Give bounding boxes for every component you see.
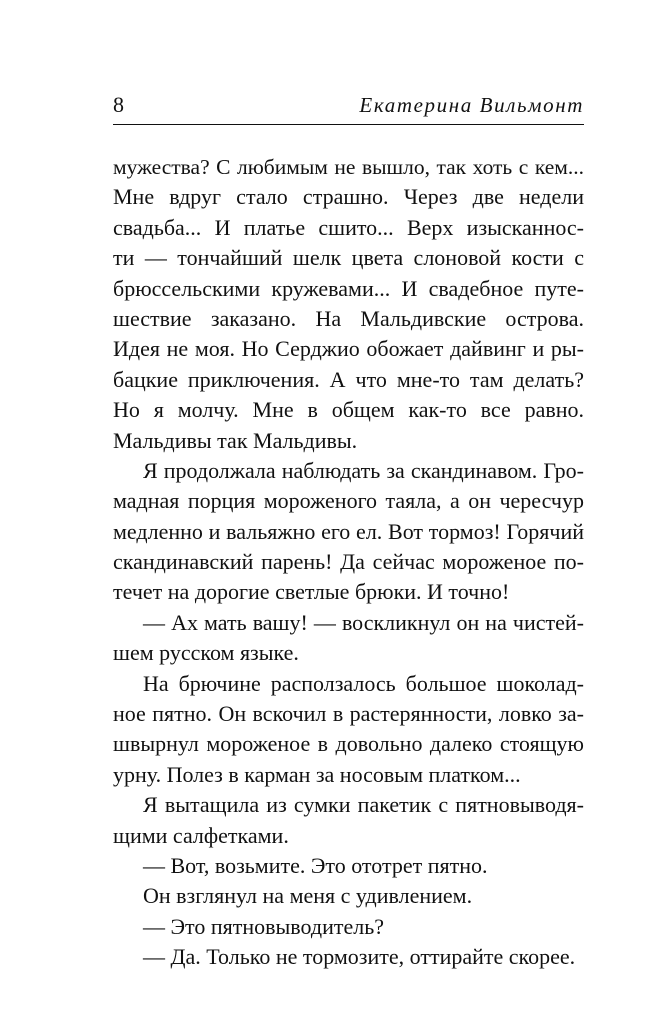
text-line: Мальдивы так Мальдивы. — [113, 427, 358, 453]
running-title: Екатерина Вильмонт — [359, 93, 584, 117]
text-line: урну. Полез в карман за носовым платком... — [113, 761, 521, 787]
text-line: брюссельскими кружевами... И свадебное путе- — [113, 275, 584, 301]
text-line: швырнул мороженое в довольно далеко стоящую — [113, 731, 584, 757]
body-text — [113, 152, 584, 973]
text-line: ти — тончайший шелк цвета слоновой кости с — [113, 245, 584, 271]
header-rule — [113, 124, 584, 125]
text-line: ное пятно. Он вскочил в растерянности, ловко за- — [113, 701, 584, 727]
text-line: — Да. Только не тормозите, оттирайте скорее. — [143, 944, 576, 970]
text-line: — Ах мать вашу! — воскликнул он на чистей- — [143, 609, 584, 635]
text-line: Мне вдруг стало страшно. Через две недели — [113, 184, 584, 210]
running-head — [113, 90, 584, 120]
text-line: — Это пятновыводитель? — [143, 913, 385, 939]
text-line: свадьба... И платье сшито... Верх изысканнос- — [113, 214, 584, 240]
text-line: — Вот, возьмите. Это ототрет пятно. — [143, 852, 488, 878]
text-line: мадная порция мороженого таяла, а он чересчур — [113, 488, 584, 514]
text-line: Он взглянул на меня с удивлением. — [143, 883, 473, 909]
text-line: течет на дорогие светлые брюки. И точно! — [113, 579, 510, 605]
text-line: Я продолжала наблюдать за скандинавом. Гро- — [143, 457, 584, 483]
text-line: мужества? С любимым не вышло, так хоть с кем... — [113, 155, 584, 179]
text-line: медленно и вальяжно его ел. Вот тормоз! Горячий — [113, 518, 584, 544]
text-line: На брючине расползалось большое шоколад- — [143, 670, 584, 696]
page-number: 8 — [113, 92, 124, 117]
text-line: скандинавский парень! Да сейчас мороженое по- — [113, 549, 584, 575]
text-line: шествие заказано. На Мальдивские острова. — [113, 305, 584, 331]
text-line: шем русском языке. — [113, 640, 299, 666]
text-line: бацкие приключения. А что мне-то там делать? — [113, 366, 584, 392]
text-line: Идея не моя. Но Серджио обожает дайвинг и ры- — [113, 336, 584, 362]
text-line: щими салфетками. — [113, 822, 289, 848]
text-line: Я вытащила из сумки пакетик с пятновыводя- — [143, 792, 584, 818]
text-line: Но я молчу. Мне в общем как-то все равно. — [113, 397, 584, 423]
